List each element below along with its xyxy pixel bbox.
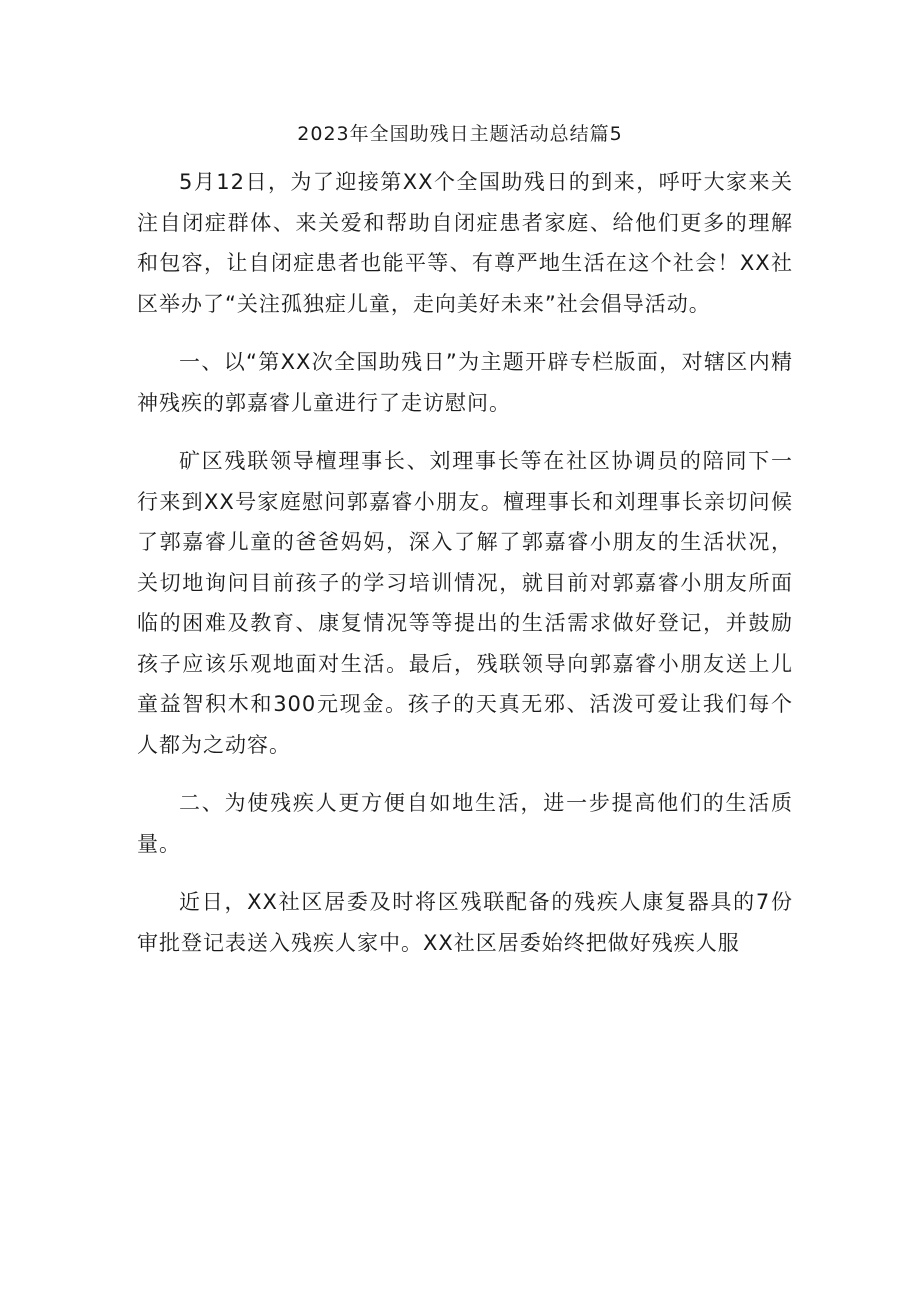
document-body <box>137 162 793 963</box>
document-title: 2023年全国助残日主题活动总结篇5 <box>297 123 623 145</box>
paragraph-recent: 近日，XX社区居委及时将区残联配备的残疾人康复器具的7份审批登记表送入残疾人家中。XX社区居委始终把做好残疾人服 <box>137 890 793 955</box>
paragraph-section-two: 二、为使残疾人更方便自如地生活，进一步提高他们的生活质量。 <box>137 791 793 856</box>
paragraph-section-one: 一、以“第XX次全国助残日”为主题开辟专栏版面，对辖区内精神残疾的郭嘉睿儿童进行了走访慰问。 <box>137 350 793 415</box>
paragraph-intro: 5月12日，为了迎接第XX个全国助残日的到来，呼吁大家来关注自闭症群体、来关爱和帮助自闭症患者家庭、给他们更多的理解和包容，让自闭症患者也能平等、有尊严地生活在这个社会！XX社区举办了“关注孤独症儿童，走向美好未来”社会倡导活动。 <box>137 170 793 316</box>
paragraph-visit-details: 矿区残联领导檀理事长、刘理事长等在社区协调员的陪同下一行来到XX号家庭慰问郭嘉睿小朋友。檀理事长和刘理事长亲切问候了郭嘉睿儿童的爸爸妈妈，深入了解了郭嘉睿小朋友的生活状况，关切地询问目前孩子的学习培训情况，就目前对郭嘉睿小朋友所面临的困难及教育、康复情况等等提出的生活需求做好登记，并鼓励孩子应该乐观地面对生活。最后，残联领导向郭嘉睿小朋友送上儿童益智积木和300元现金。孩子的天真无邪、活泼可爱让我们每个人都为之动容。 <box>137 449 793 757</box>
